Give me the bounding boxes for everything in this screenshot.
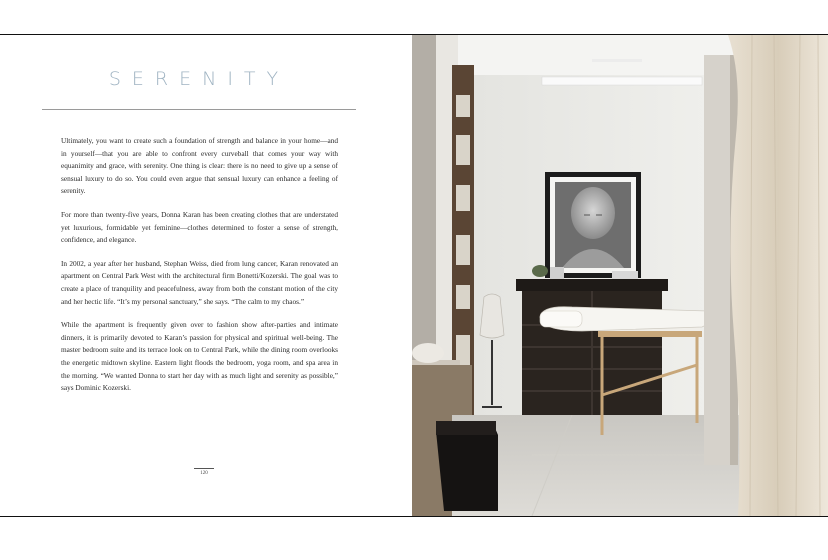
- interior-photo: [412, 35, 828, 516]
- page-title: SERENITY: [108, 68, 290, 90]
- paragraph-3: In 2002, a year after her husband, Stephan Weiss, died from lung cancer, Karan renovated an apartment on Central Park West with the architectural firm Bonetti/Kozerski. The goal was to create a place of tranquility and peacefulness, away from both the constant motion of the city and her hectic life. “It’s my personal sanctuary,” she says. “The calm to my chaos.”: [61, 258, 338, 306]
- paragraph-2: For more than twenty-five years, Donna Karan has been creating clothes that are understated yet luxurious, formidable yet feminine—clothes determined to foster a sense of strength, confidence, and elegance.: [61, 209, 338, 245]
- paragraph-4: While the apartment is frequently given over to fashion show after-parties and intimate dinners, it is primarily devoted to Karan’s passion for physical and spiritual well-being. The master bedroom suite and its terrace look on to Central Park, while the dining room overlooks the energetic midtown skyline. Eastern light floods the bedroom, yoga room, and spa area in the morning. “We wanted Donna to start her day with as much light and serenity as possible,” says Dominic Kozerski.: [61, 320, 338, 393]
- title-rule: [42, 109, 356, 110]
- bottom-border: [0, 516, 828, 517]
- paragraph-1: Ultimately, you want to create such a foundation of strength and balance in your home—and in yourself—that you are able to confront every curveball that comes your way with equanimity and grace, with serenity. One thing is clear: there is no need to give up a sense of sensual luxury to do so. You could even argue that sensual luxury can enhance a feeling of serenity.: [61, 136, 338, 196]
- page-number: 120: [200, 471, 208, 476]
- folio-rule: [194, 468, 214, 469]
- body-text: [61, 135, 338, 406]
